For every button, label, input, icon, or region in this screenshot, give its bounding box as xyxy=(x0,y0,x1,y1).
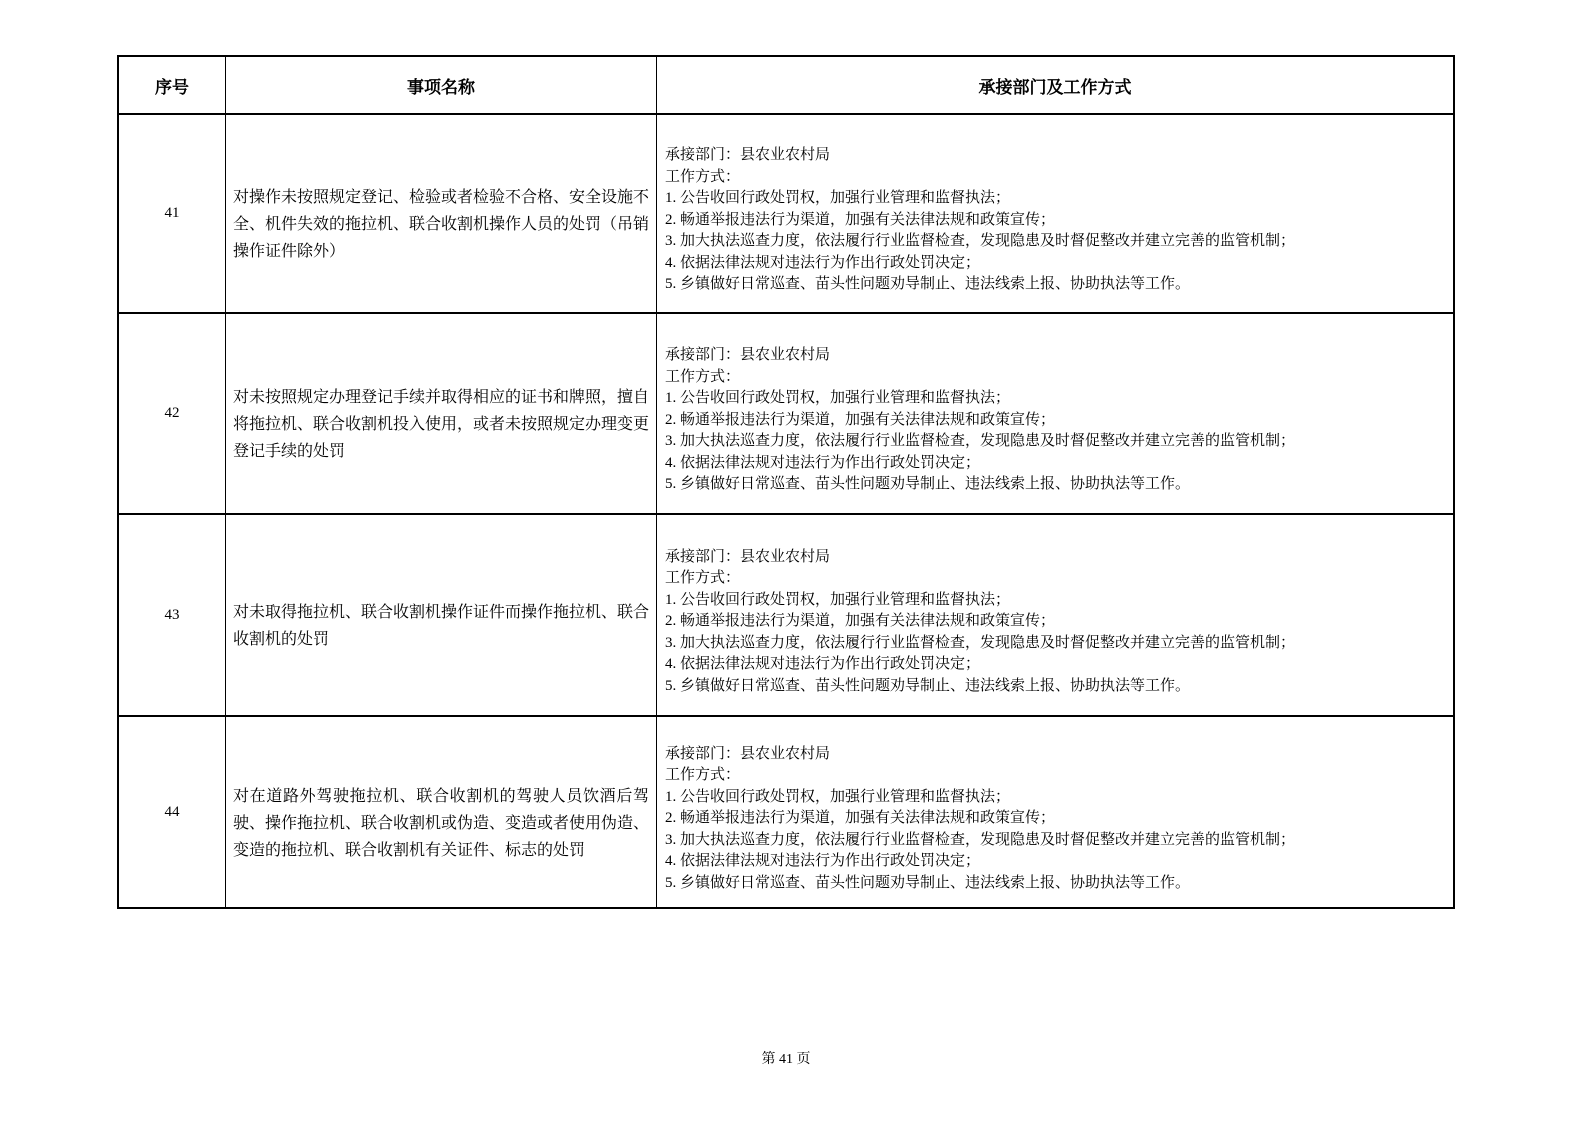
work-method-item: 1. 公告收回行政处罚权，加强行业管理和监督执法； xyxy=(665,591,1011,608)
work-method-item: 4. 依据法律法规对违法行为作出行政处罚决定； xyxy=(665,853,981,870)
items-table xyxy=(117,55,1455,909)
department-line: 承接部门：县农业农村局 xyxy=(665,347,831,364)
department-line: 承接部门：县农业农村局 xyxy=(665,147,831,164)
item-name-text: 对在道路外驾驶拖拉机、联合收割机的驾驶人员饮酒后驾驶、操作拖拉机、联合收割机或伪造、变造或者使用伪造、变造的拖拉机、联合收割机有关证件、标志的处罚 xyxy=(233,787,650,859)
work-method-item: 1. 公告收回行政处罚权，加强行业管理和监督执法； xyxy=(665,190,1011,207)
work-method-item: 5. 乡镇做好日常巡查、苗头性问题劝导制止、违法线索上报、协助执法等工作。 xyxy=(665,677,1191,694)
department-method-cell xyxy=(656,717,1453,907)
work-method-item: 2. 畅通举报违法行为渠道，加强有关法律法规和政策宣传； xyxy=(665,613,1056,630)
serial-number-cell: 41 xyxy=(164,205,180,221)
work-method-item: 3. 加大执法巡查力度，依法履行行业监督检查，发现隐患及时督促整改并建立完善的监管机制； xyxy=(665,433,1296,450)
table-row xyxy=(119,513,1453,715)
item-name-cell xyxy=(225,115,656,312)
work-method-item: 5. 乡镇做好日常巡查、苗头性问题劝导制止、违法线索上报、协助执法等工作。 xyxy=(665,874,1191,891)
work-method-item: 3. 加大执法巡查力度，依法履行行业监督检查，发现隐患及时督促整改并建立完善的监管机制； xyxy=(665,233,1296,250)
work-method-item: 3. 加大执法巡查力度，依法履行行业监督检查，发现隐患及时督促整改并建立完善的监管机制； xyxy=(665,831,1296,848)
department-line: 承接部门：县农业农村局 xyxy=(665,745,831,762)
work-method-item: 4. 依据法律法规对违法行为作出行政处罚决定； xyxy=(665,656,981,673)
item-name-cell xyxy=(225,717,656,907)
department-line: 承接部门：县农业农村局 xyxy=(665,548,831,565)
serial-number-cell: 43 xyxy=(164,606,180,623)
work-method-item: 2. 畅通举报违法行为渠道，加强有关法律法规和政策宣传； xyxy=(665,411,1056,428)
work-method-item: 4. 依据法律法规对违法行为作出行政处罚决定； xyxy=(665,454,981,471)
work-method-item: 2. 畅通举报违法行为渠道，加强有关法律法规和政策宣传； xyxy=(665,810,1056,827)
table-header-row xyxy=(119,57,1453,113)
item-name-text: 对操作未按照规定登记、检验或者检验不合格、安全设施不全、机件失效的拖拉机、联合收割机操作人员的处罚（吊销操作证件除外） xyxy=(233,189,650,260)
header-department-method: 承接部门及工作方式 xyxy=(656,57,1453,113)
work-method-item: 2. 畅通举报违法行为渠道，加强有关法律法规和政策宣传； xyxy=(665,211,1056,228)
work-method-item: 4. 依据法律法规对违法行为作出行政处罚决定； xyxy=(665,254,981,271)
serial-number-cell: 42 xyxy=(164,405,180,421)
work-method-item: 5. 乡镇做好日常巡查、苗头性问题劝导制止、违法线索上报、协助执法等工作。 xyxy=(665,276,1191,293)
header-item-name: 事项名称 xyxy=(225,57,656,113)
table-row xyxy=(119,113,1453,312)
department-method-cell xyxy=(656,115,1453,312)
item-name-text: 对未按照规定办理登记手续并取得相应的证书和牌照，擅自将拖拉机、联合收割机投入使用，或者未按照规定办理变更登记手续的处罚 xyxy=(233,389,650,460)
work-method-item: 5. 乡镇做好日常巡查、苗头性问题劝导制止、违法线索上报、协助执法等工作。 xyxy=(665,476,1191,493)
department-method-cell xyxy=(656,515,1453,715)
work-method-item: 1. 公告收回行政处罚权，加强行业管理和监督执法； xyxy=(665,390,1011,407)
work-method-label: 工作方式： xyxy=(665,368,741,385)
item-name-cell xyxy=(225,314,656,513)
page-number: 第 41 页 xyxy=(761,1052,811,1067)
department-method-cell xyxy=(656,314,1453,513)
work-method-label: 工作方式： xyxy=(665,767,741,784)
table-row xyxy=(119,715,1453,907)
work-method-label: 工作方式： xyxy=(665,570,741,587)
item-name-cell xyxy=(225,515,656,715)
work-method-item: 3. 加大执法巡查力度，依法履行行业监督检查，发现隐患及时督促整改并建立完善的监管机制； xyxy=(665,634,1296,651)
item-name-text: 对未取得拖拉机、联合收割机操作证件而操作拖拉机、联合收割机的处罚 xyxy=(233,604,650,648)
header-serial-number: 序号 xyxy=(155,77,189,97)
serial-number-cell: 44 xyxy=(164,803,180,820)
table-row xyxy=(119,312,1453,513)
work-method-item: 1. 公告收回行政处罚权，加强行业管理和监督执法； xyxy=(665,788,1011,805)
work-method-label: 工作方式： xyxy=(665,168,741,185)
